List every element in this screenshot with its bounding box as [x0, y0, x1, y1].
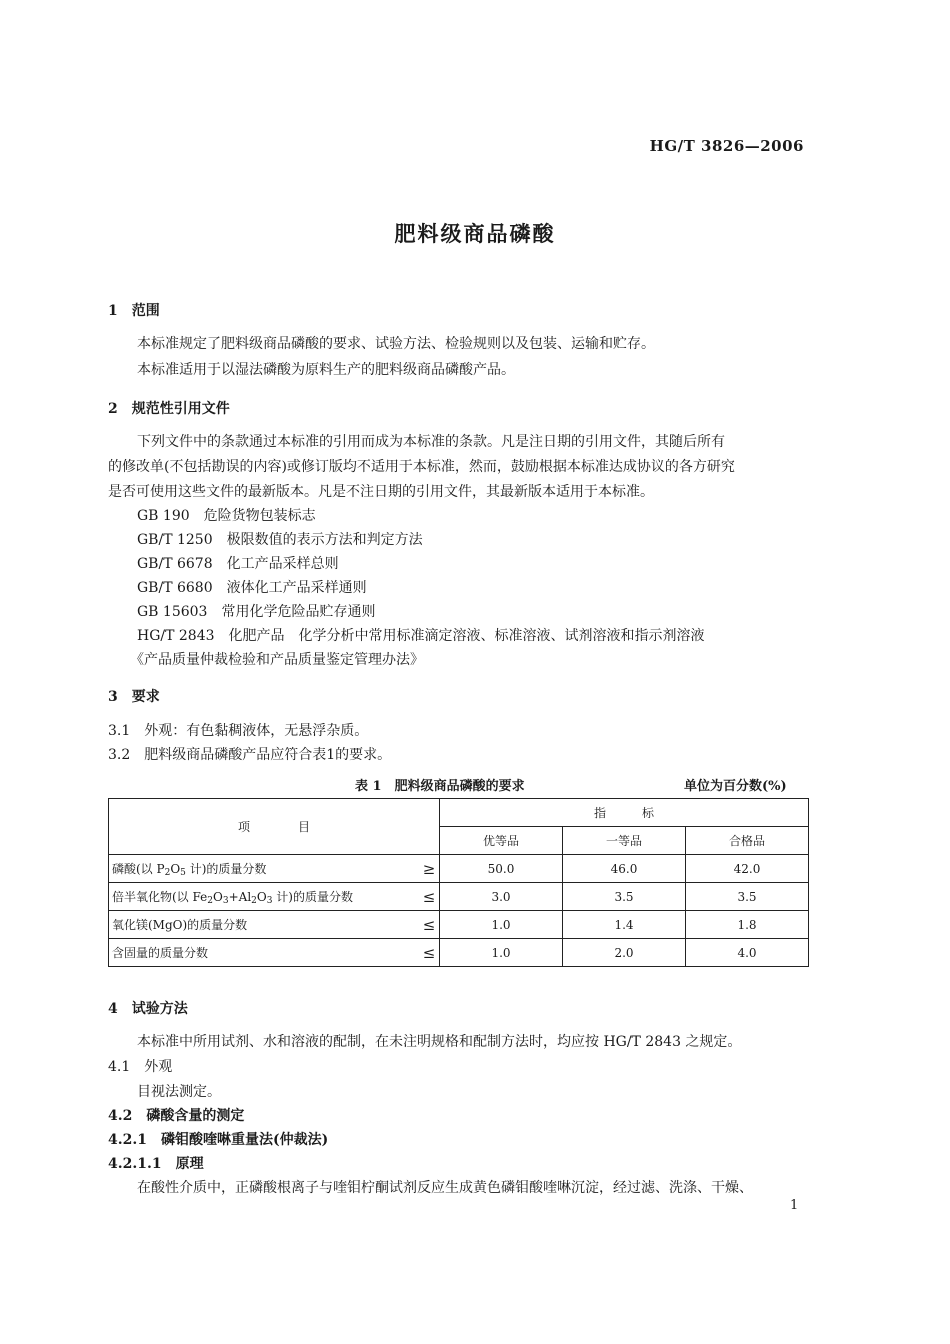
table-caption: 表 1 肥料级商品磷酸的要求 — [355, 779, 525, 794]
row-value: 2.0 — [563, 939, 686, 967]
row-value: 1.0 — [440, 911, 563, 939]
section-1-para-2: 本标准适用于以湿法磷酸为原料生产的肥料级商品磷酸产品。 — [137, 362, 515, 378]
document-title: 肥料级商品磷酸 — [394, 221, 556, 246]
row-item: 含固量的质量分数 — [109, 939, 420, 967]
clause-3-1: 3.1 外观：有色黏稠液体，无悬浮杂质。 — [108, 723, 369, 739]
section-2-para-line-3: 是否可使用这些文件的最新版本。凡是不注日期的引用文件，其最新版本适用于本标准。 — [108, 484, 654, 500]
clause-4-2: 4.2 磷酸含量的测定 — [108, 1108, 245, 1124]
row-symbol: ≤ — [419, 939, 440, 967]
row-value: 4.0 — [686, 939, 809, 967]
section-3-heading: 3 要求 — [108, 689, 160, 705]
header-item: 项 目 — [109, 799, 440, 855]
requirements-table — [108, 798, 809, 967]
ref-gbt6680: GB/T 6680 液体化工产品采样通则 — [137, 580, 367, 596]
section-1-para-1: 本标准规定了肥料级商品磷酸的要求、试验方法、检验规则以及包装、运输和贮存。 — [137, 336, 655, 352]
ref-gbt6678: GB/T 6678 化工产品采样总则 — [137, 556, 339, 572]
row-value: 3.5 — [563, 883, 686, 911]
row-item: 磷酸(以 $P_2O_5$ 计)的质量分数 — [109, 855, 420, 883]
row-item: 倍半氧化物(以 $Fe_2O_3+Al_2O_3$ 计)的质量分数 — [109, 883, 420, 911]
clause-4-2-1: 4.2.1 磷钼酸喹啉重量法(仲裁法) — [108, 1132, 329, 1148]
section-4-para: 本标准中所用试剂、水和溶液的配制，在未注明规格和配制方法时，均应按 HG/T 2843 之规定。 — [137, 1034, 742, 1050]
section-4-heading: 4 试验方法 — [108, 1001, 188, 1017]
row-value: 1.0 — [440, 939, 563, 967]
section-2-para-line-1: 下列文件中的条款通过本标准的引用而成为本标准的条款。凡是注日期的引用文件，其随后所有 — [137, 434, 725, 450]
row-value: 50.0 — [440, 855, 563, 883]
section-1-heading: 1 范围 — [108, 303, 160, 319]
row-value: 3.0 — [440, 883, 563, 911]
table-unit: 单位为百分数(%) — [684, 779, 787, 794]
header-index: 指 标 — [440, 799, 809, 827]
row-value: 1.8 — [686, 911, 809, 939]
clause-3-2: 3.2 肥料级商品磷酸产品应符合表1的要求。 — [108, 747, 392, 763]
row-symbol: ≤ — [419, 911, 440, 939]
row-symbol: ≤ — [419, 883, 440, 911]
table-row — [109, 855, 809, 883]
clause-4-2-1-1: 4.2.1.1 原理 — [108, 1156, 204, 1172]
grade-first: 一等品 — [563, 827, 686, 855]
ref-gb190: GB 190 危险货物包装标志 — [137, 508, 316, 524]
row-symbol: ≥ — [419, 855, 440, 883]
page-number: 1 — [790, 1198, 799, 1213]
clause-4-1: 4.1 外观 — [108, 1059, 173, 1075]
clause-4-2-1-1-text: 在酸性介质中，正磷酸根离子与喹钼柠酮试剂反应生成黄色磷钼酸喹啉沉淀，经过滤、洗涤、干燥、 — [137, 1180, 753, 1196]
clause-4-1-text: 目视法测定。 — [137, 1084, 221, 1100]
grade-superior: 优等品 — [440, 827, 563, 855]
row-value: 3.5 — [686, 883, 809, 911]
table-row — [109, 911, 809, 939]
table-row — [109, 939, 809, 967]
table-header-row — [109, 799, 809, 827]
ref-regulation: 《产品质量仲裁检验和产品质量鉴定管理办法》 — [130, 652, 424, 668]
row-value: 46.0 — [563, 855, 686, 883]
grade-qualified: 合格品 — [686, 827, 809, 855]
row-value: 1.4 — [563, 911, 686, 939]
section-2-para-line-2: 的修改单(不包括勘误的内容)或修订版均不适用于本标准，然而，鼓励根据本标准达成协议的各方研究 — [108, 459, 735, 475]
ref-gbt1250: GB/T 1250 极限数值的表示方法和判定方法 — [137, 532, 423, 548]
section-2-heading: 2 规范性引用文件 — [108, 401, 230, 417]
row-value: 42.0 — [686, 855, 809, 883]
ref-hgt2843: HG/T 2843 化肥产品 化学分析中常用标准滴定溶液、标准溶液、试剂溶液和指示剂溶液 — [137, 628, 705, 644]
row-item: 氧化镁(MgO)的质量分数 — [109, 911, 420, 939]
standard-code: HG/T 3826—2006 — [649, 137, 804, 155]
table-row — [109, 883, 809, 911]
ref-gb15603: GB 15603 常用化学危险品贮存通则 — [137, 604, 376, 620]
